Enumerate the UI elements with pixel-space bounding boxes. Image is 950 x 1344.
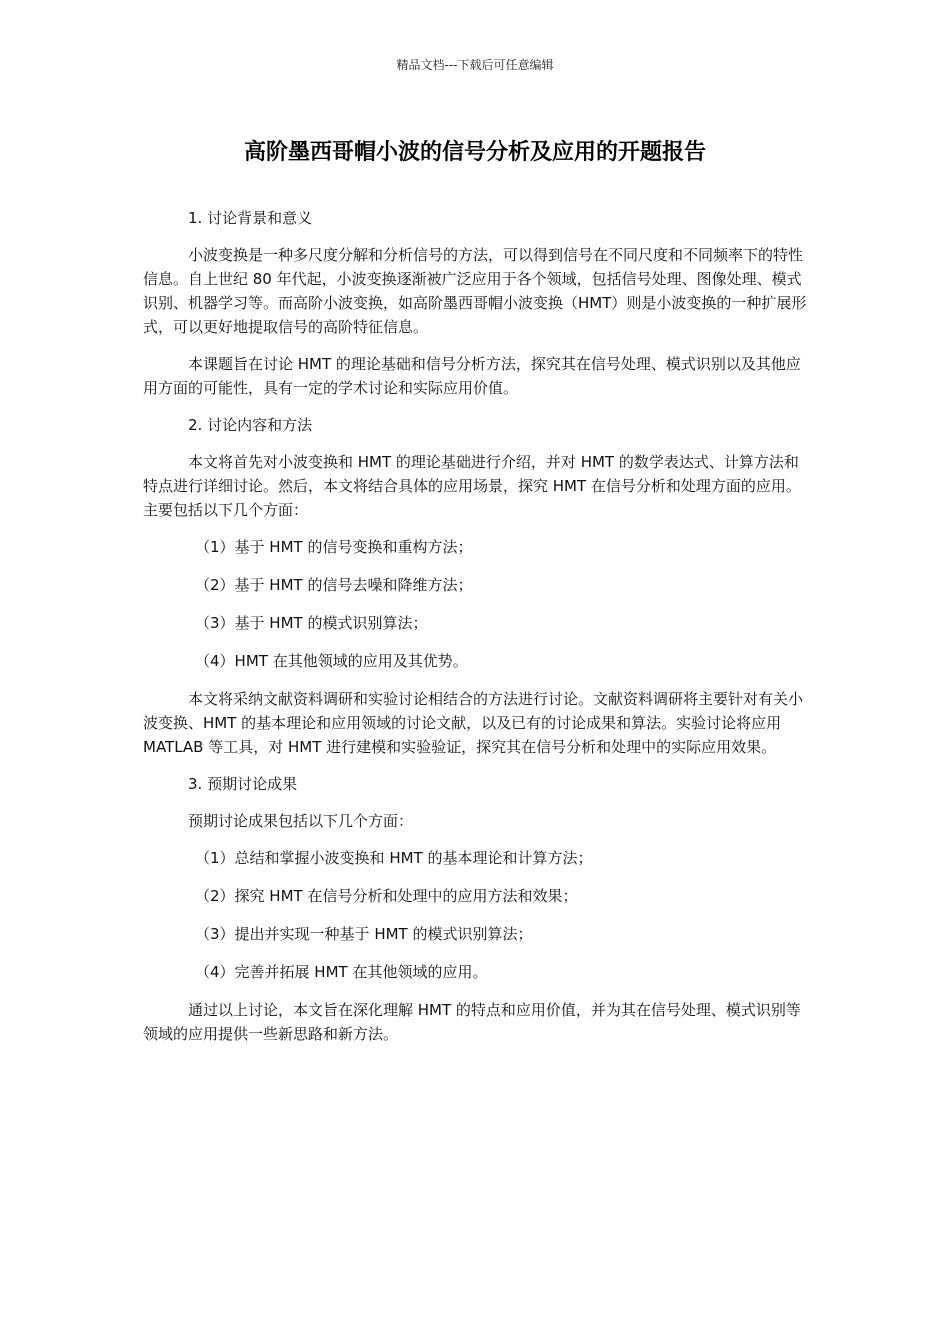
section-3-list-item: （4）完善并拓展 HMT 在其他领域的应用。 bbox=[195, 963, 488, 981]
section-1-paragraph-1: 小波变换是一种多尺度分解和分析信号的方法，可以得到信号在不同尺度和不同频率下的特性信息。自上世纪 80 年代起，小波变换逐渐被广泛应用于各个领域，包括信号处理、图像处理、模式识别、机器学习等。而高阶小波变换，如高阶墨西哥帽小波变换（HMT）则是小波变换的一种扩展形式，可以更好地提取信号的高阶特征信息。 bbox=[143, 246, 807, 336]
section-3-list-item: （2）探究 HMT 在信号分析和处理中的应用方法和效果； bbox=[195, 887, 578, 905]
section-3-heading: 3. 预期讨论成果 bbox=[188, 775, 298, 793]
section-2-list-item: （2）基于 HMT 的信号去噪和降维方法； bbox=[195, 576, 473, 594]
page-header-note: 精品文档---下载后可任意编辑 bbox=[396, 58, 554, 72]
section-2-list-item: （1）基于 HMT 的信号变换和重构方法； bbox=[195, 538, 473, 556]
section-2-list-item: （4）HMT 在其他领域的应用及其优势。 bbox=[195, 652, 468, 670]
section-3-list-item: （1）总结和掌握小波变换和 HMT 的基本理论和计算方法； bbox=[195, 849, 593, 867]
section-2-list-item: （3）基于 HMT 的模式识别算法； bbox=[195, 614, 428, 632]
document-title: 高阶墨西哥帽小波的信号分析及应用的开题报告 bbox=[243, 140, 706, 165]
section-1-paragraph-2: 本课题旨在讨论 HMT 的理论基础和信号分析方法，探究其在信号处理、模式识别以及其他应用方面的可能性，具有一定的学术讨论和实际应用价值。 bbox=[143, 355, 801, 397]
section-2-paragraph-2: 本文将采纳文献资料调研和实验讨论相结合的方法进行讨论。文献资料调研将主要针对有关小波变换、HMT 的基本理论和应用领域的讨论文献，以及已有的讨论成果和算法。实验讨论将应用 MATLAB 等工具，对 HMT 进行建模和实验验证，探究其在信号分析和处理中的实际应用效果。 bbox=[143, 690, 804, 756]
document-body bbox=[143, 206, 807, 1059]
section-3-conclusion: 通过以上讨论，本文旨在深化理解 HMT 的特点和应用价值，并为其在信号处理、模式识别等领域的应用提供一些新思路和新方法。 bbox=[143, 1001, 801, 1043]
section-1-heading: 1. 讨论背景和意义 bbox=[188, 209, 313, 227]
section-2-paragraph-1: 本文将首先对小波变换和 HMT 的理论基础进行介绍，并对 HMT 的数学表达式、计算方法和特点进行详细讨论。然后，本文将结合具体的应用场景，探究 HMT 在信号分析和处理方面的应用。主要包括以下几个方面： bbox=[143, 453, 801, 519]
section-3-list-item: （3）提出并实现一种基于 HMT 的模式识别算法； bbox=[195, 925, 533, 943]
section-2-heading: 2. 讨论内容和方法 bbox=[188, 416, 313, 434]
section-3-intro: 预期讨论成果包括以下几个方面： bbox=[188, 812, 414, 830]
